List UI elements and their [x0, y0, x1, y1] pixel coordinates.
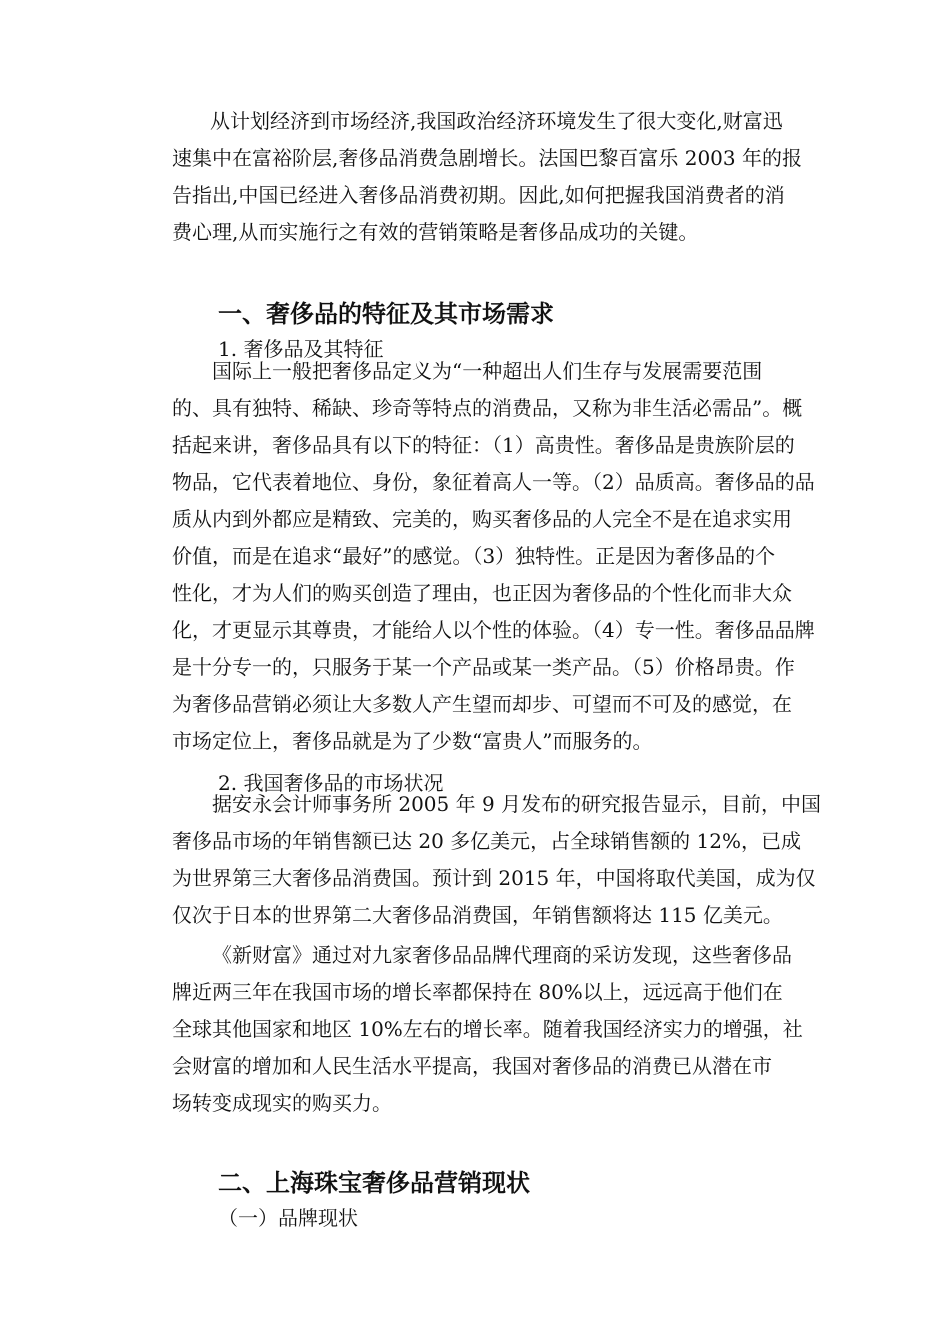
section-1-heading: 一、奢侈品的特征及其市场需求 [218, 300, 554, 328]
intro-line: 告指出,中国已经进入奢侈品消费初期。因此,如何把握我国消费者的消 [172, 183, 785, 207]
subsection-2-title: 2. 我国奢侈品的市场状况 [218, 771, 444, 795]
subsection-1-title: 1. 奢侈品及其特征 [218, 337, 384, 361]
paragraph-line: 是十分专一的，只服务于某一个产品或某一类产品。（5）价格昂贵。作 [172, 655, 795, 679]
paragraph-line: 《新财富》通过对九家奢侈品品牌代理商的采访发现，这些奢侈品 [212, 943, 792, 967]
paragraph-line: 仅次于日本的世界第二大奢侈品消费国，年销售额将达 115 亿美元。 [172, 903, 783, 927]
paragraph-line: 据安永会计师事务所 2005 年 9 月发布的研究报告显示，目前，中国 [212, 792, 822, 816]
paragraph-line: 性化，才为人们的购买创造了理由，也正因为奢侈品的个性化而非大众 [172, 581, 792, 605]
paragraph-line: 全球其他国家和地区 10%左右的增长率。随着我国经济实力的增强，社 [172, 1017, 803, 1041]
section-2-subsection-title: （一）品牌现状 [218, 1206, 358, 1230]
section-1-paragraph-2 [172, 786, 852, 934]
paragraph-line: 价值，而是在追求“最好”的感觉。（3）独特性。正是因为奢侈品的个 [172, 544, 776, 568]
intro-line: 速集中在富裕阶层,奢侈品消费急剧增长。法国巴黎百富乐 2003 年的报 [172, 146, 802, 170]
paragraph-line: 质从内到外都应是精致、完美的，购买奢侈品的人完全不是在追求实用 [172, 507, 792, 531]
paragraph-line: 化，才更显示其尊贵，才能给人以个性的体验。（4）专一性。奢侈品品牌 [172, 618, 815, 642]
paragraph-line: 物品，它代表着地位、身份，象征着高人一等。（2）品质高。奢侈品的品 [172, 470, 815, 494]
intro-line: 费心理,从而实施行之有效的营销策略是奢侈品成功的关键。 [172, 220, 699, 244]
paragraph-line: 场转变成现实的购买力。 [172, 1091, 392, 1115]
section-2-heading: 二、上海珠宝奢侈品营销现状 [218, 1169, 530, 1197]
paragraph-line: 为世界第三大奢侈品消费国。预计到 2015 年，中国将取代美国，成为仅 [172, 866, 816, 890]
paragraph-line: 括起来讲，奢侈品具有以下的特征：（1）高贵性。奢侈品是贵族阶层的 [172, 433, 795, 457]
section-1-paragraph-3 [172, 937, 852, 1122]
paragraph-line: 国际上一般把奢侈品定义为“一种超出人们生存与发展需要范围 [212, 359, 763, 383]
section-1-paragraph-1 [172, 353, 852, 760]
paragraph-line: 为奢侈品营销必须让大多数人产生望而却步、可望而不可及的感觉，在 [172, 692, 792, 716]
intro-line: 从计划经济到市场经济,我国政治经济环境发生了很大变化,财富迅 [210, 109, 783, 133]
paragraph-line: 牌近两三年在我国市场的增长率都保持在 80%以上，远远高于他们在 [172, 980, 783, 1004]
paragraph-line: 奢侈品市场的年销售额已达 20 多亿美元，占全球销售额的 12%，已成 [172, 829, 801, 853]
intro-paragraph [172, 103, 852, 251]
paragraph-line: 市场定位上，奢侈品就是为了少数“富贵人”而服务的。 [172, 729, 653, 753]
paragraph-line: 会财富的增加和人民生活水平提高，我国对奢侈品的消费已从潜在市 [172, 1054, 772, 1078]
paragraph-line: 的、具有独特、稀缺、珍奇等特点的消费品，又称为非生活必需品”。概 [172, 396, 803, 420]
